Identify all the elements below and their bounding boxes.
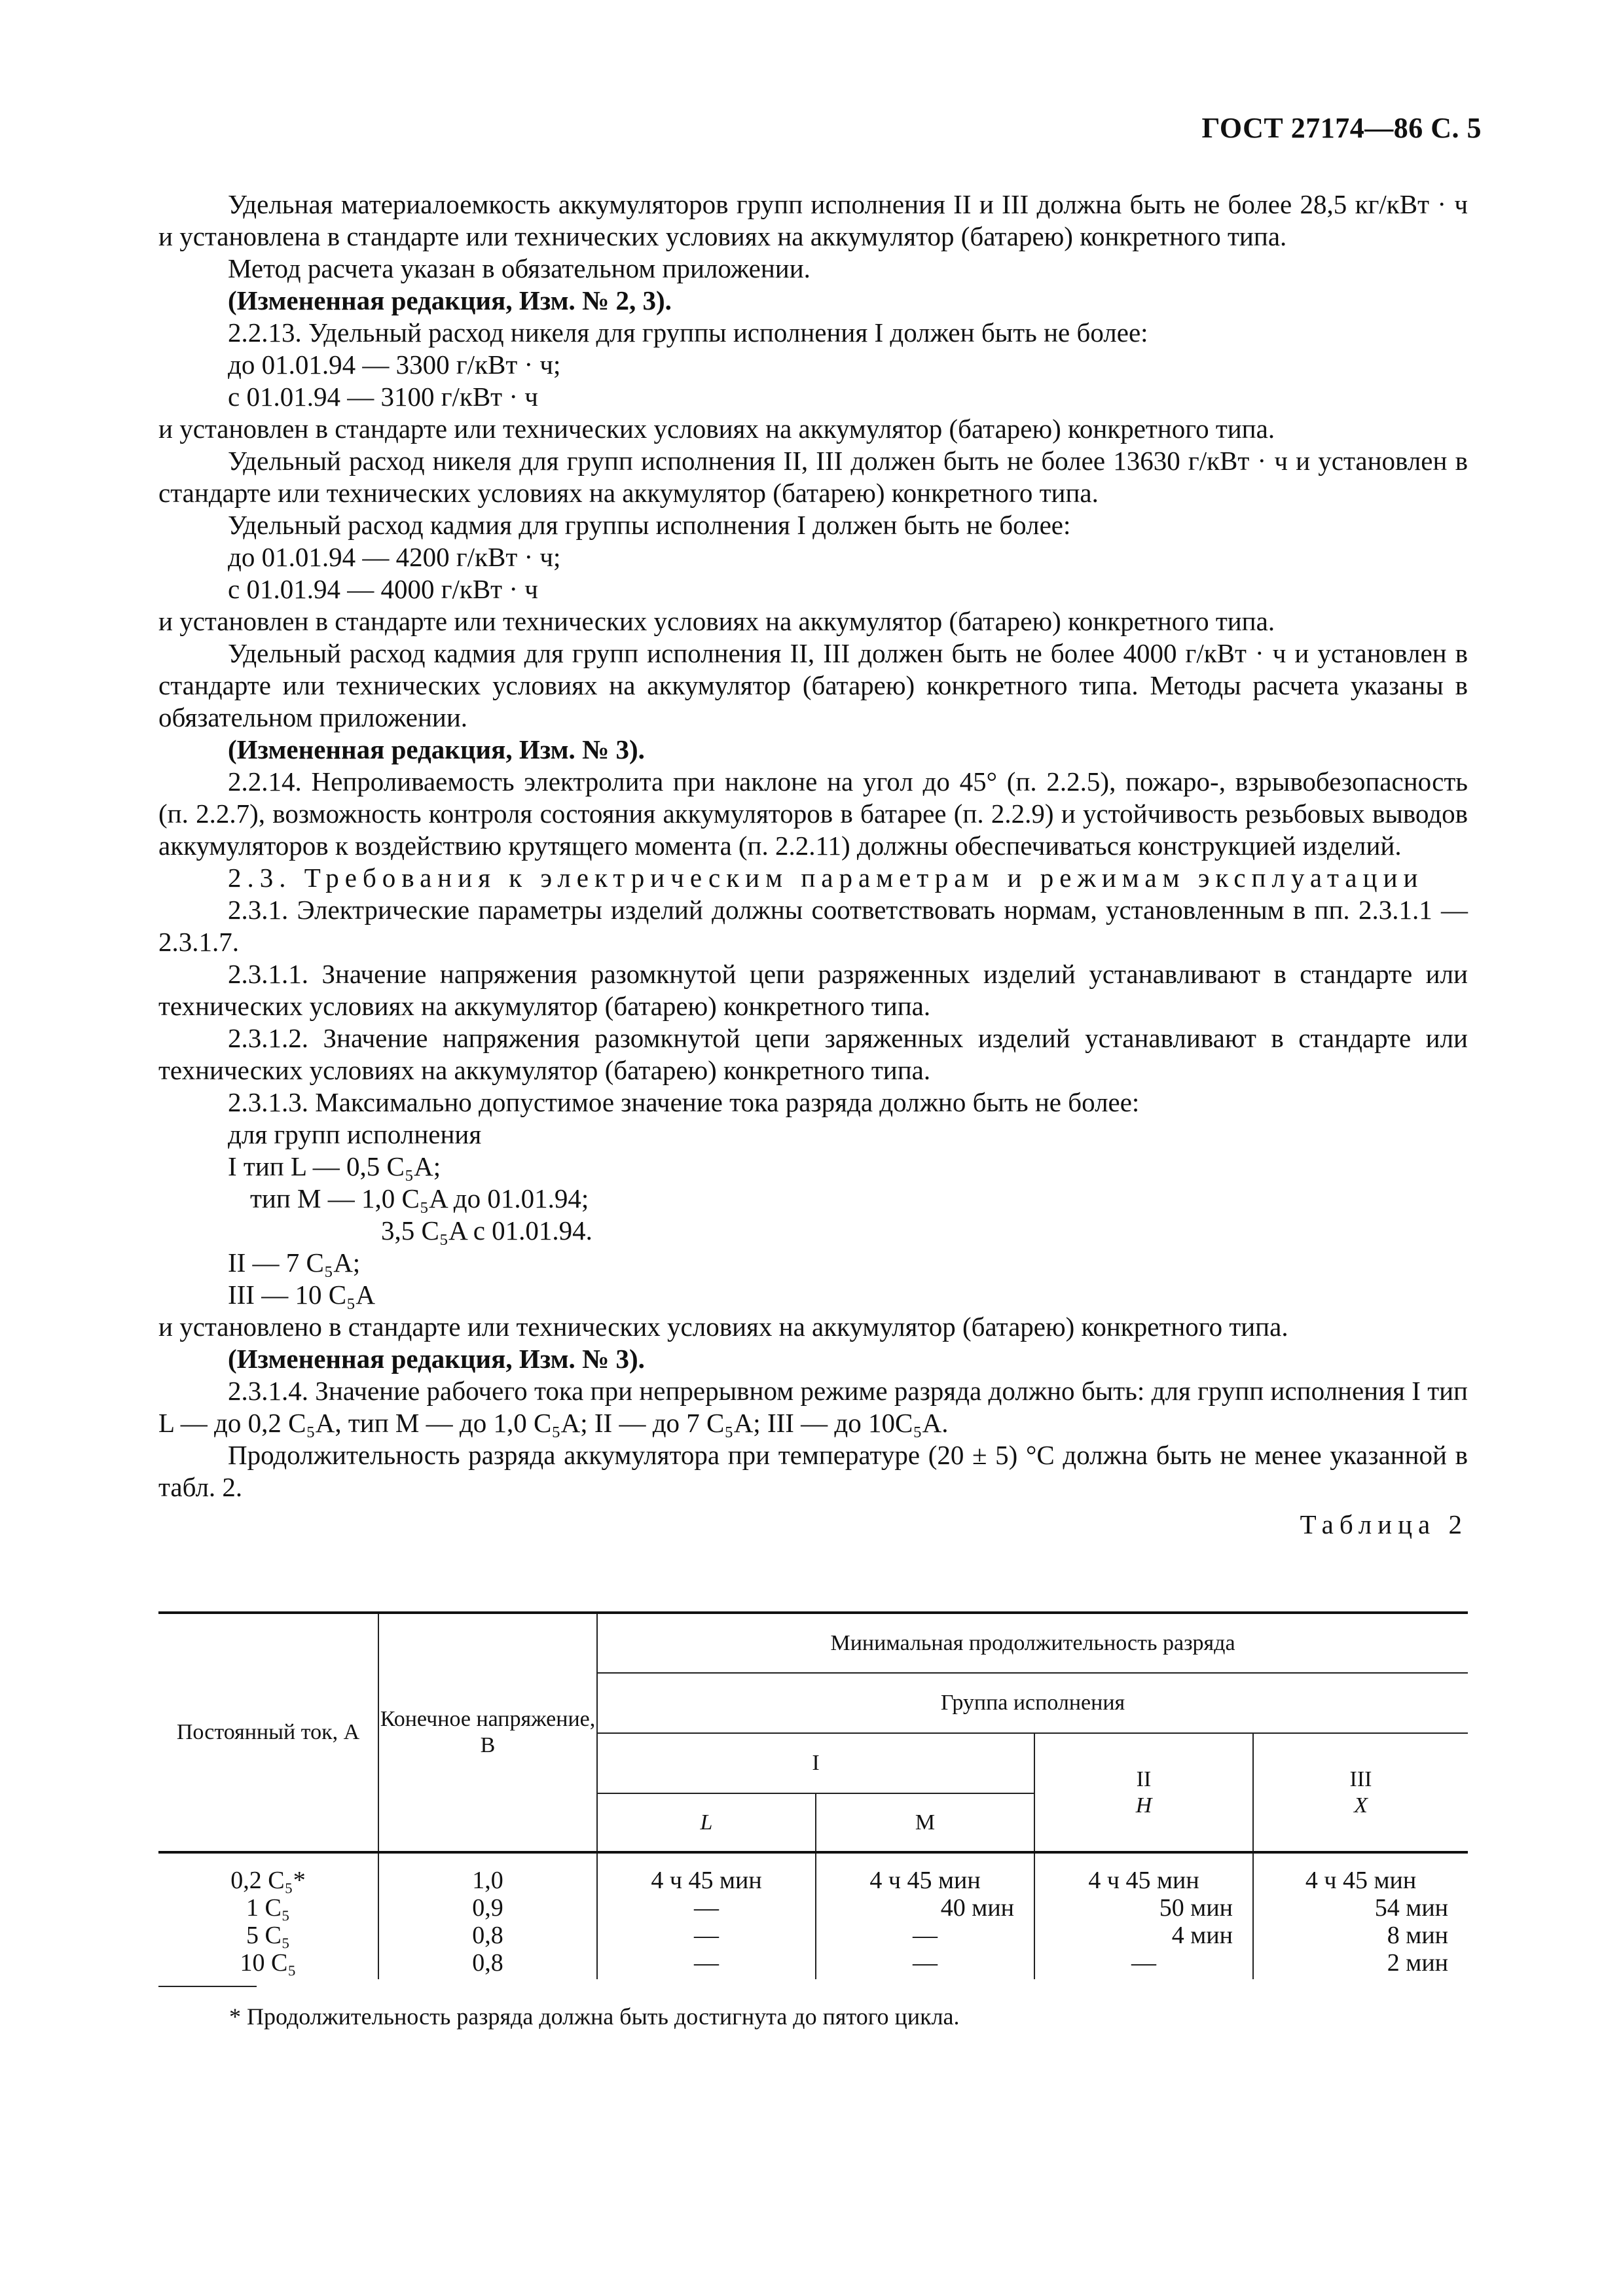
cell-x: 4 ч 45 мин bbox=[1253, 1852, 1468, 1894]
footnote-divider bbox=[158, 1986, 257, 1987]
paragraph: и установлено в стандарте или технических условиях на аккумулятор (батарею) конкретного типа. bbox=[158, 1312, 1288, 1342]
header-group-2 bbox=[1034, 1733, 1253, 1852]
table-label: Таблица 2 bbox=[1300, 1509, 1468, 1539]
section-heading: 2.3. Требования к электрическим параметрам и режимам эксплуатации bbox=[228, 863, 1424, 893]
cell-current bbox=[158, 1852, 378, 1894]
cell-l: — bbox=[597, 1894, 816, 1922]
clause-2-3-1-4: 2.3.1.4. Значение рабочего тока при непрерывном режиме разряда должно быть: для групп исполнения I тип L — до 0,2 C₅A, тип M — до 1,0 C₅A; II — до 7 C₅A; III — до 10C₅A. bbox=[158, 1376, 1468, 1438]
header-group-1: I bbox=[597, 1733, 1034, 1793]
cell-voltage: 0,8 bbox=[378, 1922, 597, 1949]
list-item: до 01.01.94 — 4200 г/кВт · ч; bbox=[228, 542, 561, 572]
table-row bbox=[158, 1922, 1468, 1949]
current-value: 0,2 C₅* bbox=[230, 1867, 306, 1894]
paragraph: Метод расчета указан в обязательном приложении. bbox=[228, 253, 811, 283]
clause-2-3-1-1: 2.3.1.1. Значение напряжения разомкнутой цепи разряженных изделий устанавливают в стандарте или технических условиях на аккумулятор (батарею) конкретного типа. bbox=[158, 959, 1468, 1021]
header-group-3-sub: X bbox=[1354, 1793, 1368, 1818]
amendment-note: (Измененная редакция, Изм. № 3). bbox=[228, 734, 645, 764]
cell-m: 4 ч 45 мин bbox=[816, 1852, 1034, 1894]
header-voltage: Конечное напряжение, В bbox=[378, 1613, 597, 1852]
cell-voltage: 1,0 bbox=[378, 1852, 597, 1894]
cell-x: 2 мин bbox=[1253, 1949, 1468, 1979]
list-item: I тип L — 0,5 C₅A; bbox=[228, 1151, 441, 1181]
list-item: для групп исполнения bbox=[228, 1119, 482, 1149]
table-row bbox=[158, 1949, 1468, 1979]
paragraph: Продолжительность разряда аккумулятора при температуре (20 ± 5) °C должна быть не менее указанной в табл. 2. bbox=[158, 1440, 1468, 1502]
table-row bbox=[158, 1852, 1468, 1894]
cell-l: — bbox=[597, 1922, 816, 1949]
list-item: с 01.01.94 — 3100 г/кВт · ч bbox=[228, 382, 538, 412]
paragraph: и установлен в стандарте или технических условиях на аккумулятор (батарею) конкретного типа. bbox=[158, 606, 1275, 636]
page-header: ГОСТ 27174—86 С. 5 bbox=[1201, 112, 1482, 144]
list-item: до 01.01.94 — 3300 г/кВт · ч; bbox=[228, 350, 561, 380]
clause-2-3-1-2: 2.3.1.2. Значение напряжения разомкнутой цепи заряженных изделий устанавливают в стандарте или технических условиях на аккумулятор (батарею) конкретного типа. bbox=[158, 1023, 1468, 1085]
cell-h: 4 ч 45 мин bbox=[1034, 1852, 1253, 1894]
cell-m: — bbox=[816, 1949, 1034, 1979]
cell-h: 4 мин bbox=[1034, 1922, 1253, 1949]
cell-l: 4 ч 45 мин bbox=[597, 1852, 816, 1894]
table-row bbox=[158, 1894, 1468, 1922]
header-group-3-label: III bbox=[1349, 1767, 1372, 1791]
cell-voltage: 0,8 bbox=[378, 1949, 597, 1979]
cell-h: — bbox=[1034, 1949, 1253, 1979]
cell-voltage: 0,9 bbox=[378, 1894, 597, 1922]
paragraph: Удельный расход никеля для групп исполнения II, III должен быть не более 13630 г/кВт · ч и установлен в стандарте или технических условиях на аккумулятор (батарею) конкретного типа. bbox=[158, 446, 1468, 508]
header-group-3 bbox=[1253, 1733, 1468, 1852]
document-body bbox=[158, 188, 1468, 1541]
header-group-2-sub: H bbox=[1135, 1793, 1152, 1818]
cell-m: — bbox=[816, 1922, 1034, 1949]
header-group: Группа исполнения bbox=[597, 1673, 1468, 1733]
list-item: 3,5 C₅A с 01.01.94. bbox=[381, 1215, 593, 1246]
paragraph: Удельная материалоемкость аккумуляторов групп исполнения II и III должна быть не более 28,5 кг/кВт · ч и установлена в стандарте или технических условиях на аккумулятор (батарею) конкретного типа. bbox=[158, 189, 1468, 251]
cell-x: 54 мин bbox=[1253, 1894, 1468, 1922]
discharge-duration-table bbox=[158, 1611, 1468, 1979]
list-item: III — 10 C₅A bbox=[228, 1280, 375, 1310]
clause-2-3-1-3: 2.3.1.3. Максимально допустимое значение тока разряда должно быть не более: bbox=[228, 1087, 1140, 1117]
paragraph: Удельный расход кадмия для группы исполнения I должен быть не более: bbox=[228, 510, 1071, 540]
header-current: Постоянный ток, А bbox=[158, 1613, 378, 1852]
clause-2-3-1: 2.3.1. Электрические параметры изделий должны соответствовать нормам, установленным в пп. 2.3.1.1 — 2.3.1.7. bbox=[158, 895, 1468, 957]
clause-2-2-13: 2.2.13. Удельный расход никеля для группы исполнения I должен быть не более: bbox=[228, 317, 1148, 348]
header-group-1-l: L bbox=[597, 1793, 816, 1852]
cell-x: 8 мин bbox=[1253, 1922, 1468, 1949]
table-footnote: * Продолжительность разряда должна быть достигнута до пятого цикла. bbox=[229, 2003, 960, 2030]
clause-2-2-14: 2.2.14. Непроливаемость электролита при наклоне на угол до 45° (п. 2.2.5), пожаро-, взрывобезопасность (п. 2.2.7), возможность контроля состояния аккумуляторов в батарее (п. 2.2.9) и устойчивость резьбовых выводов аккумуляторов к воздействию крутящего момента (п. 2.2.11) должны обеспечиваться конструкцией изделий. bbox=[158, 766, 1468, 861]
header-min-duration: Минимальная продолжительность разряда bbox=[597, 1613, 1468, 1673]
header-group-1-m: M bbox=[816, 1793, 1034, 1852]
list-item: с 01.01.94 — 4000 г/кВт · ч bbox=[228, 574, 538, 604]
paragraph: и установлен в стандарте или технических условиях на аккумулятор (батарею) конкретного типа. bbox=[158, 414, 1275, 444]
cell-current: 5 C₅ bbox=[158, 1922, 378, 1949]
cell-l: — bbox=[597, 1949, 816, 1979]
list-item: II — 7 C₅A; bbox=[228, 1247, 361, 1278]
cell-m: 40 мин bbox=[816, 1894, 1034, 1922]
paragraph: Удельный расход кадмия для групп исполнения II, III должен быть не более 4000 г/кВт · ч и установлен в стандарте или технических условиях на аккумулятор (батарею) конкретного типа. Методы расчета указаны в обязательном приложении. bbox=[158, 638, 1468, 732]
cell-current: 10 C₅ bbox=[158, 1949, 378, 1979]
list-item: тип M — 1,0 C₅A до 01.01.94; bbox=[250, 1183, 589, 1213]
amendment-note: (Измененная редакция, Изм. № 3). bbox=[228, 1344, 645, 1374]
header-group-2-label: II bbox=[1136, 1767, 1152, 1791]
cell-h: 50 мин bbox=[1034, 1894, 1253, 1922]
cell-current: 1 C₅ bbox=[158, 1894, 378, 1922]
amendment-note: (Измененная редакция, Изм. № 2, 3). bbox=[228, 285, 672, 315]
